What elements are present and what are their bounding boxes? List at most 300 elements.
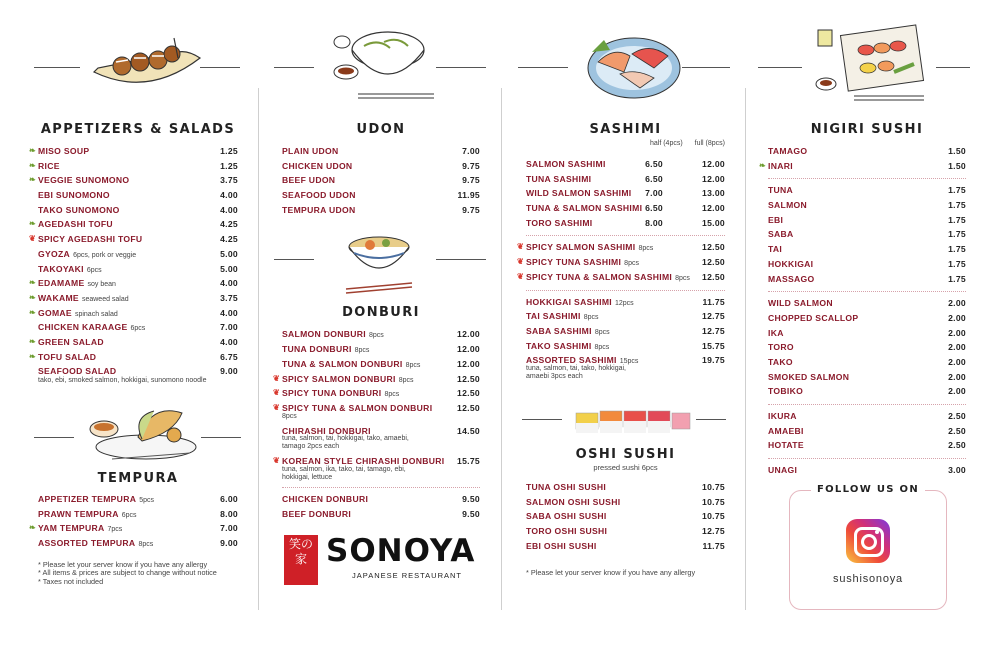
item-price: 3.00 bbox=[948, 465, 966, 476]
menu-item bbox=[282, 357, 480, 372]
price-half: 6.50 bbox=[645, 173, 663, 184]
item-name: SABA OSHI SUSHI bbox=[526, 511, 607, 522]
menu-item bbox=[526, 201, 725, 216]
item-price: 3.75 bbox=[220, 175, 238, 186]
vegetarian-leaf-icon: ❧ bbox=[29, 292, 37, 302]
donburi-list-2 bbox=[282, 492, 480, 521]
follow-title-text: FOLLOW US ON bbox=[811, 484, 925, 495]
item-price: 8.00 bbox=[220, 508, 238, 519]
item-name: TUNA bbox=[768, 185, 794, 196]
tempura-icon bbox=[82, 393, 202, 467]
donburi-title: DONBURI bbox=[342, 305, 420, 321]
item-note: 8pcs bbox=[583, 314, 599, 322]
item-price: 12.50 bbox=[701, 271, 725, 282]
item-price: 10.75 bbox=[701, 481, 725, 492]
item-note: spinach salad bbox=[74, 310, 118, 318]
sashimi-illustration bbox=[526, 0, 725, 110]
item-price: 15.75 bbox=[701, 340, 725, 351]
item-name: TAKOYAKI 6pcs bbox=[38, 263, 102, 274]
item-note: 8pcs bbox=[368, 332, 384, 340]
vegetarian-leaf-icon: ❧ bbox=[29, 146, 37, 155]
menu-item bbox=[29, 350, 238, 365]
footnote: * Taxes not included bbox=[38, 576, 104, 586]
item-price: 11.75 bbox=[702, 296, 725, 307]
item-name: TEMPURA UDON bbox=[282, 204, 356, 215]
section-divider bbox=[768, 404, 966, 405]
item-price: 12.00 bbox=[456, 344, 480, 355]
udon-bowl-icon bbox=[328, 28, 438, 110]
price-full: 15.00 bbox=[701, 217, 725, 228]
item-price: 4.00 bbox=[220, 190, 238, 201]
brand-seal: 笑の家 bbox=[284, 535, 318, 585]
item-price: 4.00 bbox=[220, 336, 238, 347]
price-half: 6.50 bbox=[645, 203, 663, 214]
menu-item bbox=[29, 291, 238, 306]
nigiri-title: NIGIRI SUSHI bbox=[810, 122, 924, 137]
menu-item bbox=[768, 355, 966, 370]
item-name: CHIRASHI DONBURI bbox=[282, 425, 371, 436]
follow-title bbox=[790, 484, 946, 495]
item-price: 10.75 bbox=[701, 511, 725, 522]
item-name: TOFU SALAD bbox=[38, 351, 97, 362]
price-full: 13.00 bbox=[701, 188, 725, 199]
oshi-illustration bbox=[526, 389, 725, 449]
item-desc: 8pcs bbox=[282, 412, 297, 420]
follow-us-box bbox=[789, 484, 947, 610]
menu-item bbox=[282, 424, 480, 439]
menu-item bbox=[273, 401, 480, 416]
item-name: PLAIN UDON bbox=[282, 146, 339, 156]
instagram-icon[interactable] bbox=[846, 519, 890, 563]
item-price: 11.95 bbox=[457, 190, 480, 201]
item-name: SPICY TUNA & SALMON DONBURI bbox=[282, 402, 433, 413]
menu-item bbox=[768, 296, 966, 311]
spicy-chili-icon: ❦ bbox=[273, 456, 281, 466]
item-name: CHICKEN DONBURI bbox=[282, 493, 369, 504]
menu-item bbox=[768, 272, 966, 287]
menu-item bbox=[282, 203, 480, 218]
item-name: RICE bbox=[38, 160, 60, 171]
item-note: 12pcs bbox=[614, 299, 634, 307]
item-price: 5.00 bbox=[220, 263, 238, 274]
menu-item bbox=[273, 372, 480, 387]
vegetarian-leaf-icon: ❧ bbox=[29, 336, 37, 346]
item-name: TAI bbox=[768, 244, 783, 255]
udon-illustration bbox=[282, 0, 480, 110]
menu-item bbox=[29, 159, 238, 174]
item-price: 2.00 bbox=[948, 298, 966, 309]
menu-item bbox=[768, 311, 966, 326]
item-name: MISO SOUP bbox=[38, 146, 90, 156]
oshi-footnote: * Please let your server know if you have any allergy bbox=[526, 568, 696, 578]
item-note: 7pcs bbox=[107, 526, 123, 534]
section-divider bbox=[526, 235, 725, 236]
item-name: APPETIZER TEMPURA 5pcs bbox=[38, 494, 155, 504]
menu-item bbox=[38, 536, 238, 551]
menu-item bbox=[273, 454, 480, 469]
menu-item bbox=[526, 216, 725, 231]
item-note: 8pcs bbox=[354, 347, 370, 355]
item-name: SPICY TUNA DONBURI 8pcs bbox=[282, 388, 400, 399]
sashimi-plate-icon bbox=[584, 32, 684, 104]
price-half: 8.00 bbox=[645, 217, 663, 228]
column-sashimi bbox=[517, 0, 725, 578]
item-note: 6pcs bbox=[121, 511, 137, 519]
menu-item bbox=[38, 492, 238, 507]
item-price: 2.00 bbox=[948, 371, 966, 382]
menu-item bbox=[38, 188, 238, 203]
sashimi-list bbox=[526, 157, 725, 230]
item-name: TAI SASHIMI 8pcs bbox=[526, 311, 599, 322]
item-name: CHOPPED SCALLOP bbox=[768, 312, 859, 323]
item-note: 8pcs bbox=[384, 391, 400, 399]
item-price: 1.25 bbox=[220, 160, 238, 171]
item-price: 2.00 bbox=[948, 342, 966, 353]
item-price: 1.75 bbox=[948, 258, 966, 269]
menu-item bbox=[526, 539, 725, 554]
item-name: YAM TEMPURA 7pcs bbox=[38, 523, 123, 534]
item-name: AGEDASHI TOFU bbox=[38, 219, 113, 230]
item-name: SPICY SALMON SASHIMI 8pcs bbox=[526, 242, 654, 253]
item-price: 5.00 bbox=[220, 248, 238, 259]
sashimi-title: SASHIMI bbox=[589, 122, 662, 137]
donburi-bowl-icon bbox=[344, 223, 414, 303]
item-name: GYOZA 6pcs, pork or veggie bbox=[38, 248, 137, 259]
item-price: 1.50 bbox=[948, 160, 966, 171]
item-name: SMOKED SALMON bbox=[768, 371, 850, 382]
footnotes bbox=[38, 561, 238, 587]
menu-item bbox=[38, 203, 238, 218]
item-price: 6.75 bbox=[220, 351, 238, 362]
item-name: TAKO SASHIMI 8pcs bbox=[526, 340, 610, 351]
menu-item bbox=[768, 227, 966, 242]
donburi-list bbox=[273, 327, 480, 482]
menu-item bbox=[526, 353, 725, 368]
price-full: 12.00 bbox=[701, 159, 725, 169]
item-price: 6.00 bbox=[220, 494, 238, 504]
item-price: 2.00 bbox=[948, 356, 966, 367]
item-price: 3.75 bbox=[220, 292, 238, 303]
menu-item bbox=[38, 247, 238, 262]
full-label: full (8pcs) bbox=[694, 140, 725, 147]
item-note: 6pcs bbox=[130, 325, 146, 333]
item-name: SALMON SASHIMI bbox=[526, 159, 606, 169]
item-price: 12.00 bbox=[456, 358, 480, 369]
item-note: seaweed salad bbox=[81, 295, 129, 303]
item-price: 12.50 bbox=[456, 402, 480, 413]
vegetarian-leaf-icon: ❧ bbox=[29, 523, 37, 533]
menu-item bbox=[526, 509, 725, 524]
nigiri-illustration bbox=[768, 0, 966, 110]
item-name: WILD SALMON bbox=[768, 298, 833, 309]
menu-item bbox=[29, 276, 238, 291]
menu-item bbox=[282, 327, 480, 342]
column-appetizers bbox=[29, 0, 238, 587]
udon-list bbox=[282, 144, 480, 217]
menu-item bbox=[29, 232, 238, 247]
menu-item bbox=[29, 217, 238, 232]
footnote: * Please let your server know if you have any allergy bbox=[38, 559, 208, 569]
menu-item bbox=[273, 386, 480, 401]
item-price: 2.50 bbox=[948, 411, 966, 421]
item-name: INARI bbox=[768, 160, 793, 171]
item-name: EBI bbox=[768, 214, 784, 225]
item-name: TUNA SASHIMI bbox=[526, 173, 592, 184]
item-price: 12.00 bbox=[456, 329, 480, 340]
udon-title: UDON bbox=[356, 122, 406, 137]
item-name: SPICY SALMON DONBURI 8pcs bbox=[282, 373, 414, 384]
item-name: TUNA DONBURI 8pcs bbox=[282, 344, 370, 355]
item-desc: tuna, salmon, ika, tako, tai, tamago, ebi, hokkigai, lettuce bbox=[282, 465, 406, 481]
menu-item bbox=[526, 309, 725, 324]
item-name: SEAFOOD UDON bbox=[282, 190, 356, 201]
menu-item bbox=[526, 157, 725, 172]
item-price: 19.75 bbox=[701, 355, 725, 366]
menu-item bbox=[282, 159, 480, 174]
takoyaki-illustration bbox=[38, 0, 238, 110]
half-label: half (4pcs) bbox=[650, 140, 683, 147]
menu-item bbox=[517, 255, 725, 270]
item-name: TORO OSHI SUSHI bbox=[526, 526, 608, 536]
item-name: GREEN SALAD bbox=[38, 336, 104, 347]
item-price: 1.75 bbox=[948, 185, 966, 196]
item-note: 6pcs bbox=[86, 266, 102, 274]
tempura-title: TEMPURA bbox=[97, 471, 179, 486]
footnote: * All items & prices are subject to change without notice bbox=[38, 568, 217, 578]
item-name: SPICY TUNA SASHIMI 8pcs bbox=[526, 257, 639, 268]
section-divider bbox=[768, 458, 966, 459]
item-name: SPICY TUNA & SALMON SASHIMI 8pcs bbox=[526, 271, 690, 282]
item-price: 10.75 bbox=[701, 496, 725, 507]
item-price: 1.75 bbox=[948, 214, 966, 225]
menu-item bbox=[768, 326, 966, 341]
donburi-illustration bbox=[282, 217, 480, 303]
section-divider bbox=[526, 290, 725, 291]
item-name: CHICKEN UDON bbox=[282, 160, 353, 171]
item-name: MASSAGO bbox=[768, 273, 815, 284]
tempura-illustration bbox=[38, 389, 238, 475]
menu-item bbox=[282, 144, 480, 159]
price-half: 7.00 bbox=[645, 188, 663, 199]
item-name: IKURA bbox=[768, 411, 797, 421]
menu-item bbox=[282, 507, 480, 522]
item-name: EDAMAME soy bean bbox=[38, 278, 116, 289]
nigiri-tray-icon bbox=[814, 24, 934, 108]
menu-item bbox=[768, 144, 966, 159]
item-price: 1.75 bbox=[948, 273, 966, 284]
menu-item bbox=[526, 295, 725, 310]
spicy-chili-icon: ❦ bbox=[273, 402, 281, 412]
item-name: TUNA & SALMON DONBURI 8pcs bbox=[282, 358, 421, 369]
item-note: 6pcs, pork or veggie bbox=[73, 251, 137, 259]
item-note: 8pcs bbox=[405, 361, 421, 369]
takoyaki-icon bbox=[88, 28, 208, 108]
vegetarian-leaf-icon: ❧ bbox=[29, 160, 37, 170]
item-price: 9.00 bbox=[220, 366, 238, 377]
spicy-chili-icon: ❦ bbox=[273, 373, 281, 383]
item-price: 1.25 bbox=[220, 146, 238, 156]
vegetarian-leaf-icon: ❧ bbox=[29, 351, 37, 361]
more-sashimi-list bbox=[526, 295, 725, 368]
oshi-list bbox=[526, 480, 725, 553]
section-divider bbox=[768, 178, 966, 179]
menu-item bbox=[768, 257, 966, 272]
item-name: EBI OSHI SUSHI bbox=[526, 540, 597, 551]
item-price: 1.75 bbox=[948, 244, 966, 255]
item-name: TAKO bbox=[768, 356, 793, 367]
item-price: 12.50 bbox=[456, 373, 480, 384]
item-price: 7.00 bbox=[220, 523, 238, 534]
spicy-sashimi-list bbox=[517, 240, 725, 284]
menu-item bbox=[759, 159, 966, 174]
item-price: 4.00 bbox=[220, 278, 238, 289]
item-name: SEAFOOD SALAD bbox=[38, 366, 117, 377]
item-name: TORO SASHIMI bbox=[526, 217, 593, 228]
item-price: 9.75 bbox=[462, 160, 480, 171]
item-name: UNAGI bbox=[768, 465, 798, 476]
item-price: 9.50 bbox=[462, 493, 480, 504]
menu-item bbox=[768, 370, 966, 385]
brand-name: SONOYA bbox=[326, 533, 476, 570]
item-name: VEGGIE SUNOMONO bbox=[38, 175, 130, 186]
item-note: 8pcs bbox=[638, 245, 654, 253]
item-name: WILD SALMON SASHIMI bbox=[526, 188, 632, 199]
item-price: 14.50 bbox=[456, 425, 480, 436]
menu-item bbox=[768, 213, 966, 228]
item-name: SPICY AGEDASHI TOFU bbox=[38, 234, 143, 245]
item-name: TUNA OSHI SUSHI bbox=[526, 481, 607, 492]
item-price: 1.50 bbox=[948, 146, 966, 156]
menu-item bbox=[29, 335, 238, 350]
item-name: ASSORTED TEMPURA 8pcs bbox=[38, 538, 154, 549]
item-name: BEEF DONBURI bbox=[282, 508, 352, 519]
column-udon-donburi bbox=[273, 0, 480, 595]
item-name: SABA bbox=[768, 229, 794, 240]
item-price: 2.50 bbox=[948, 440, 966, 451]
menu-item bbox=[526, 324, 725, 339]
menu-item bbox=[768, 384, 966, 399]
sashimi-size-header bbox=[526, 140, 725, 152]
item-name: HOKKIGAI bbox=[768, 258, 814, 269]
oshi-sushi-icon bbox=[572, 401, 692, 441]
menu-item bbox=[768, 438, 966, 453]
item-name: WAKAME seaweed salad bbox=[38, 292, 129, 303]
nigiri-group-1 bbox=[759, 144, 966, 173]
item-price: 4.25 bbox=[220, 219, 238, 230]
item-name: SABA SASHIMI 8pcs bbox=[526, 325, 610, 336]
spicy-chili-icon: ❦ bbox=[29, 234, 37, 244]
tempura-list bbox=[29, 492, 238, 551]
column-divider bbox=[745, 88, 746, 610]
item-name: SALMON DONBURI 8pcs bbox=[282, 329, 384, 340]
item-price: 15.75 bbox=[456, 456, 480, 467]
menu-item bbox=[282, 173, 480, 188]
price-full: 12.00 bbox=[701, 173, 725, 184]
item-name: BEEF UDON bbox=[282, 175, 336, 186]
menu-item bbox=[38, 507, 238, 522]
item-name: KOREAN STYLE CHIRASHI DONBURI bbox=[282, 456, 445, 467]
item-price: 9.00 bbox=[220, 538, 238, 549]
item-name: CHICKEN KARAAGE 6pcs bbox=[38, 322, 146, 333]
item-price: 1.75 bbox=[948, 229, 966, 240]
menu-item bbox=[768, 340, 966, 355]
spicy-chili-icon: ❦ bbox=[517, 242, 525, 252]
menu-item bbox=[38, 320, 238, 335]
menu-item bbox=[526, 186, 725, 201]
menu-item bbox=[768, 183, 966, 198]
menu-item bbox=[29, 173, 238, 188]
menu-item bbox=[29, 306, 238, 321]
spicy-chili-icon: ❦ bbox=[273, 388, 281, 398]
seafood-salad-desc: tako, ebi, smoked salmon, hokkigai, sunomono noodle bbox=[38, 377, 207, 384]
vegetarian-leaf-icon: ❧ bbox=[29, 307, 37, 317]
menu-item bbox=[517, 270, 725, 285]
item-desc: tuna, salmon, tai, hokkigai, tako, amaebi, tamago 2pcs each bbox=[282, 435, 409, 451]
menu-item bbox=[38, 364, 238, 379]
item-price: 11.75 bbox=[702, 540, 725, 551]
item-price: 4.00 bbox=[220, 307, 238, 318]
item-name: TORO bbox=[768, 342, 794, 353]
item-price: 12.50 bbox=[701, 257, 725, 268]
item-name: AMAEBI bbox=[768, 425, 804, 436]
price-full: 12.00 bbox=[701, 203, 725, 214]
item-name: SALMON OSHI SUSHI bbox=[526, 496, 621, 507]
item-price: 2.00 bbox=[948, 327, 966, 338]
item-price: 4.25 bbox=[220, 234, 238, 245]
brand-logo bbox=[282, 535, 480, 595]
column-nigiri bbox=[759, 0, 966, 478]
menu-item bbox=[38, 262, 238, 277]
item-note: 8pcs bbox=[675, 274, 690, 282]
appetizers-title: APPETIZERS & SALADS bbox=[40, 122, 236, 137]
vegetarian-leaf-icon: ❧ bbox=[29, 219, 37, 229]
item-name: TUNA & SALMON SASHIMI bbox=[526, 203, 643, 214]
menu-item bbox=[768, 463, 966, 478]
menu-item bbox=[526, 480, 725, 495]
item-note: 8pcs bbox=[594, 343, 610, 351]
item-note: 15pcs bbox=[619, 358, 639, 366]
item-price: 7.00 bbox=[220, 322, 238, 333]
item-price: 2.50 bbox=[948, 425, 966, 436]
assorted-sashimi-desc: tuna, salmon, tai, tako, hokkigai, amaebi 3pcs each bbox=[526, 364, 626, 380]
instagram-handle[interactable]: sushisonoya bbox=[833, 573, 903, 585]
oshi-subtitle: pressed sushi 6pcs bbox=[593, 462, 658, 472]
item-price: 7.00 bbox=[462, 146, 480, 156]
item-name: ASSORTED SASHIMI 15pcs bbox=[526, 355, 639, 366]
item-name: PRAWN TEMPURA 6pcs bbox=[38, 508, 137, 519]
item-note: 8pcs bbox=[594, 328, 610, 336]
menu-item bbox=[29, 144, 238, 159]
column-divider bbox=[258, 88, 259, 610]
nigiri-group-4 bbox=[768, 409, 966, 453]
item-name: GOMAE spinach salad bbox=[38, 307, 118, 318]
brand-tagline: JAPANESE RESTAURANT bbox=[352, 571, 462, 581]
item-note: soy bean bbox=[87, 281, 116, 289]
menu-item bbox=[768, 409, 966, 424]
oshi-title: OSHI SUSHI bbox=[575, 446, 676, 462]
item-name: TAKO SUNOMONO bbox=[38, 204, 120, 215]
menu-item bbox=[282, 188, 480, 203]
item-note: 8pcs bbox=[624, 260, 639, 268]
spicy-chili-icon: ❦ bbox=[517, 257, 525, 267]
item-name: HOTATE bbox=[768, 440, 804, 451]
menu-item bbox=[768, 424, 966, 439]
item-name: SALMON bbox=[768, 200, 808, 211]
item-price: 9.75 bbox=[462, 204, 480, 215]
item-name: IKA bbox=[768, 327, 784, 338]
item-note: 8pcs bbox=[398, 376, 414, 384]
item-price: 2.00 bbox=[948, 386, 966, 397]
